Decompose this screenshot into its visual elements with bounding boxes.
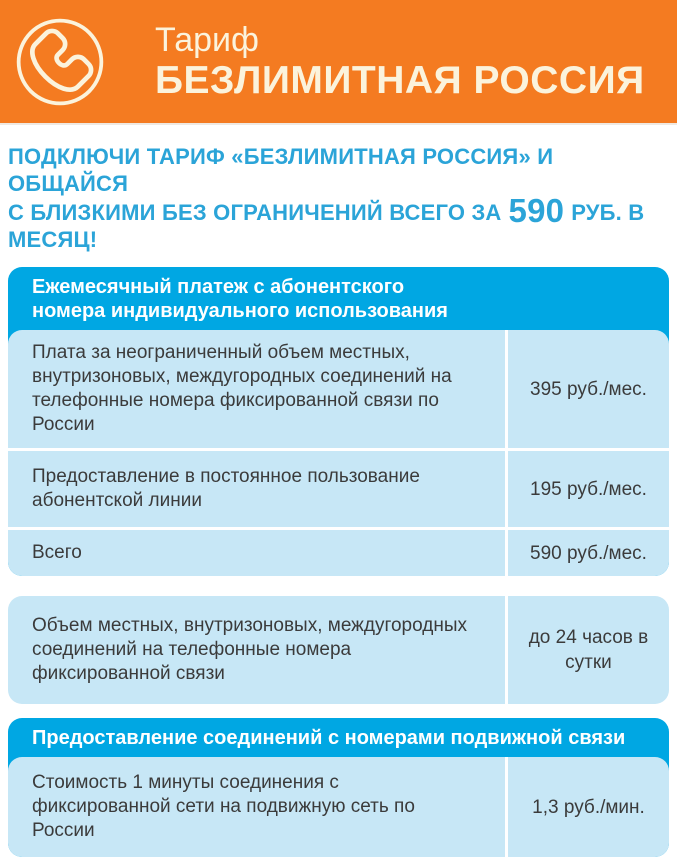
table-row <box>8 527 669 576</box>
table-row <box>8 448 669 527</box>
row-value: 195 руб./мес. <box>505 451 669 527</box>
tariff-word: Тариф <box>155 20 260 59</box>
row-label: Плата за неограниченный объем местных, внутризоновых, междугородных соединений на телефонные номера фиксированной связи по России <box>32 342 452 435</box>
promo-line2-before: С БЛИЗКИМИ БЕЗ ОГРАНИЧЕНИЙ ВСЕГО ЗА <box>8 200 502 225</box>
row-value: 1,3 руб./мин. <box>505 757 669 857</box>
promo-line2 <box>8 192 669 253</box>
row-label: Стоимость 1 минуты соединения с фиксированной сети на подвижную сеть по России <box>32 772 415 841</box>
call-volume-table <box>8 596 669 704</box>
row-label: Предоставление в постоянное пользование абонентской линии <box>32 466 420 511</box>
row-value: до 24 часов в сутки <box>505 596 669 704</box>
section-mobile-connections <box>8 718 669 857</box>
promo-line1: ПОДКЛЮЧИ ТАРИФ «БЕЗЛИМИТНАЯ РОССИЯ» И ОБЩАЙСЯ <box>8 144 554 196</box>
row-label: Объем местных, внутризоновых, междугородных соединений на телефонные номера фиксированной связи <box>32 615 467 684</box>
promo-text <box>8 143 669 253</box>
section-mobile-connections-header: Предоставление соединений с номерами подвижной связи <box>32 727 626 749</box>
tariff-banner <box>0 0 677 125</box>
section-monthly-fee-header: Ежемесячный платеж с абонентского номера индивидуального использования <box>32 276 448 322</box>
table-row <box>8 757 669 857</box>
phone-icon <box>13 15 107 109</box>
section-monthly-fee <box>8 267 669 576</box>
promo-price: 590 <box>508 192 565 229</box>
row-value: 590 руб./мес. <box>505 530 669 576</box>
row-label: Всего <box>32 542 82 563</box>
banner-titles <box>155 21 645 103</box>
promo-line2-after: РУБ. В МЕСЯЦ! <box>8 200 645 252</box>
row-value: 395 руб./мес. <box>505 330 669 448</box>
tariff-name: БЕЗЛИМИТНАЯ РОССИЯ <box>155 58 645 102</box>
table-row <box>8 330 669 448</box>
monthly-fee-table <box>8 330 669 576</box>
table-row <box>8 596 669 704</box>
mobile-connections-table <box>8 757 669 857</box>
